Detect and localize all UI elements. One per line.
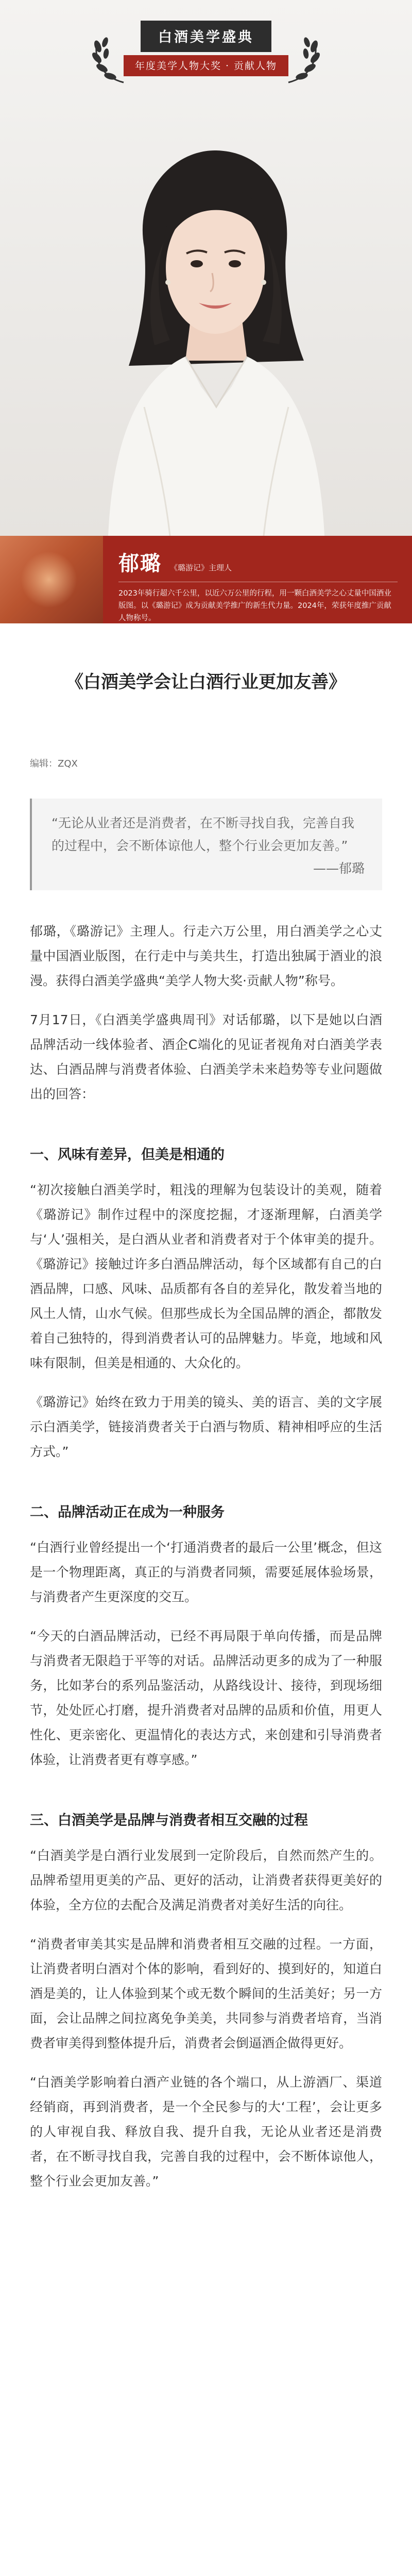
section-paragraph: “白酒美学是白酒行业发展到一定阶段后，自然而然产生的。品牌希望用更美的产品、更好的活动，让消费者获得更美好的体验，全方位的去配合及满足消费者对美好生活的向往。 [30,1848,382,1912]
pull-quote [30,799,382,890]
profile-description: 2023年骑行超六千公里，以近六万公里的行程，用一颗白酒美学之心丈量中国酒业版图。以《璐游记》成为贡献美学推广的新生代力量。2024年，荣获年度推广贡献人物称号。 [118,589,391,622]
intro-paragraph: 7月17日，《白酒美学盛典周刊》对话郁璐，以下是她以白酒品牌活动一线体验者、酒企C端化的见证者视角对白酒美学表达、白酒品牌与消费者体验、白酒美学未来趋势等专业问题做出的回答： [30,1012,382,1101]
section-paragraph: “白酒美学影响着白酒产业链的各个端口，从上游酒厂、渠道经销商，再到消费者，是一个全民参与的大‘工程’，会让更多的人审视自我、释放自我、提升自我，无论从业者还是消费者，在不断寻找自我，完善自我的过程中，会不断体谅他人，整个行业会更加友善。” [30,2075,382,2189]
quote-text: “无论从业者还是消费者，在不断寻找自我，完善自我的过程中，会不断体谅他人，整个行业会更加友善。” [52,816,354,853]
profile-role: 《璐游记》主理人 [170,563,232,572]
profile-name: 郁璐 [118,551,162,575]
section-paragraph: “白酒行业曾经提出一个‘打通消费者的最后一公里’概念，但这是一个物理距离，真正的与消费者同频，需要延展体验场景，与消费者产生更深度的交互。 [30,1540,382,1604]
thumbnail-glow [21,551,77,608]
profile-banner [0,536,412,623]
badge-subtitle: 年度美学人物大奖 · 贡献人物 [124,55,288,76]
section-paragraph: “今天的白酒品牌活动，已经不再局限于单向传播，而是品牌与消费者无限趋于平等的对话。品牌活动更多的成为了一种服务，比如茅台的系列品鉴活动，从路线设计、接待，到现场细节，处处匠心打磨，提升消费者对品牌的品质和价值，用更人性化、更亲密化、更温情化的表达方式，来创建和引导消费者体验，让消费者更有尊享感。” [30,1629,382,1767]
section-heading: 三、白酒美学是品牌与消费者相互交融的过程 [30,1812,308,1828]
intro-paragraph: 郁璐，《璐游记》主理人。行走六万公里，用白酒美学之心丈量中国酒业版图，在行走中与美共生，打造出独属于酒业的浪漫。获得白酒美学盛典“美学人物大奖·贡献人物”称号。 [30,924,382,988]
badge-title: 白酒美学盛典 [141,21,271,52]
hero-banner [0,0,412,536]
section-paragraph: 《璐游记》始终在致力于用美的镜头、美的语言、美的文字展示白酒美学，链接消费者关于白酒与物质、精神相呼应的生活方式。” [30,1395,382,1459]
section-paragraph: “消费者审美其实是品牌和消费者相互交融的过程。一方面，让消费者明白酒对个体的影响，看到好的、摸到好的，知道白酒是美的，让人体验到某个或无数个瞬间的生活美好；另一方面，会让品牌之间拉离免争美美，共同参与消费者培育，当消费者审美得到整体提升后，消费者会倒逼酒企做得更好。 [30,1937,382,2050]
banner-name-row [118,547,398,577]
portrait-illustration [77,118,345,536]
section-heading: 二、品牌活动正在成为一种服务 [30,1504,225,1520]
award-badge [0,21,412,76]
laurel-left-icon [88,31,134,88]
article-title: 《白酒美学会让白酒行业更加友善》 [66,672,346,692]
page-end-spacer [30,2194,382,2256]
article-body [0,623,412,2256]
laurel-right-icon [278,31,324,88]
quote-signature: ——郁璐 [313,861,365,876]
section-heading: 一、风味有差异，但美是相通的 [30,1147,225,1163]
editor-credit: 编辑：ZQX [30,758,78,769]
section-paragraph: “初次接触白酒美学时，粗浅的理解为包装设计的美观，随着《璐游记》制作过程中的深度挖掘，才逐渐理解，白酒美学与‘人’强相关，是白酒从业者和消费者对于个体审美的提升。《璐游记》接触过许多白酒品牌活动，每个区域都有自己的白酒品牌，口感、风味、品质都有各自的差异化，散发着当地的风土人情，山水气候。但那些成长为全国品牌的酒企，都散发着自己独特的，得到消费者认可的品牌魅力。毕竟，地域和风味有限制，但美是相通的、大众化的。 [30,1182,382,1370]
banner-body [103,536,412,623]
banner-thumbnail [0,536,103,623]
